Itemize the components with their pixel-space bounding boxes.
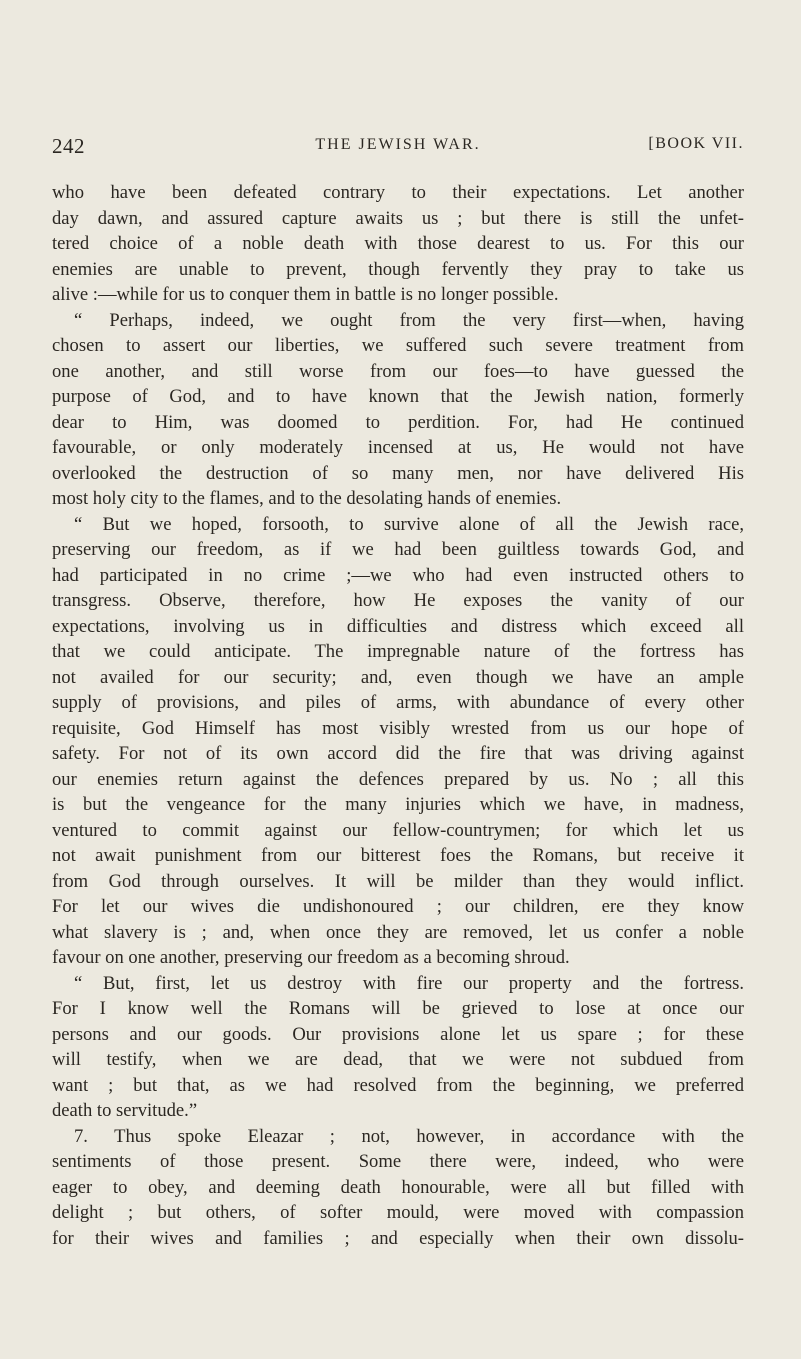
body-text [52,180,744,1251]
text-line: tered choice of a noble death with those dearest to us. For this our [52,233,744,254]
text-line: what slavery is ; and, when once they are removed, let us confer a noble [52,921,744,943]
text-line: transgress. Observe, therefore, how He exposes the vanity of our [52,590,744,611]
text-line: is but the vengeance for the many injuries which we have, in madness, [52,794,744,815]
text-line: For let our wives die undishonoured ; our children, ere they know [52,896,744,917]
text-line: persons and our goods. Our provisions alone let us spare ; for these [52,1023,744,1045]
text-line: our enemies return against the defences prepared by us. No ; all this [52,768,744,790]
running-title: THE JEWISH WAR. [315,136,481,153]
text-line: safety. For not of its own accord did the fire that was driving against [52,743,744,764]
text-line: expectations, involving us in difficulties and distress which exceed all [52,615,744,637]
text-line: dear to Him, was doomed to perdition. For, had He continued [52,411,744,433]
text-line: “ But we hoped, forsooth, to survive alone of all the Jewish race, [74,513,744,535]
text-line: “ Perhaps, indeed, we ought from the very first—when, having [74,309,744,331]
page-number: 242 [52,134,85,158]
text-line: favourable, or only moderately incensed at us, He would not have [52,437,744,458]
text-line: “ But, first, let us destroy with fire our property and the fortress. [74,972,744,994]
text-line: supply of provisions, and piles of arms, with abundance of every other [52,692,744,713]
text-line: death to servitude.” [52,1100,198,1121]
text-line: chosen to assert our liberties, we suffered such severe treatment from [52,335,744,356]
text-line: will testify, when we are dead, that we were not subdued from [52,1049,744,1070]
text-line: not availed for our security; and, even though we have an ample [52,666,744,688]
text-line: from God through ourselves. It will be milder than they would inflict. [52,870,744,892]
text-line: day dawn, and assured capture awaits us ; but there is still the unfet- [52,207,744,229]
text-line: preserving our freedom, as if we had been guiltless towards God, and [52,539,744,560]
text-line: who have been defeated contrary to their expectations. Let another [52,182,744,203]
text-line: sentiments of those present. Some there were, indeed, who were [52,1151,744,1172]
text-line: For I know well the Romans will be grieved to lose at once our [52,998,744,1019]
text-line: favour on one another, preserving our freedom as a becoming shroud. [52,947,570,968]
text-line: one another, and still worse from our foes—to have guessed the [52,360,744,382]
text-line: not await punishment from our bitterest foes the Romans, but receive it [52,845,744,866]
text-line: had participated in no crime ;—we who had even instructed others to [52,564,744,586]
text-line: want ; but that, as we had resolved from the beginning, we preferred [52,1074,744,1096]
text-line: eager to obey, and deeming death honourable, were all but filled with [52,1176,744,1198]
text-line: that we could anticipate. The impregnable nature of the fortress has [52,641,744,662]
text-line: delight ; but others, of softer mould, were moved with compassion [52,1202,744,1223]
text-line: most holy city to the flames, and to the desolating hands of enemies. [52,488,562,509]
text-line: ventured to commit against our fellow-countrymen; for which let us [52,819,744,841]
text-line: purpose of God, and to have known that the Jewish nation, formerly [52,386,744,407]
text-line: overlooked the destruction of so many men, nor have delivered His [52,462,744,484]
text-line: for their wives and families ; and especially when their own dissolu- [52,1227,744,1249]
text-line: requisite, God Himself has most visibly wrested from us our hope of [52,717,744,739]
text-line: 7. Thus spoke Eleazar ; not, however, in accordance with the [74,1125,744,1147]
book-label: [BOOK VII. [648,135,744,152]
text-line: enemies are unable to prevent, though fervently they pray to take us [52,258,744,280]
page-header [52,134,744,162]
text-line: alive :—while for us to conquer them in battle is no longer possible. [52,284,559,305]
